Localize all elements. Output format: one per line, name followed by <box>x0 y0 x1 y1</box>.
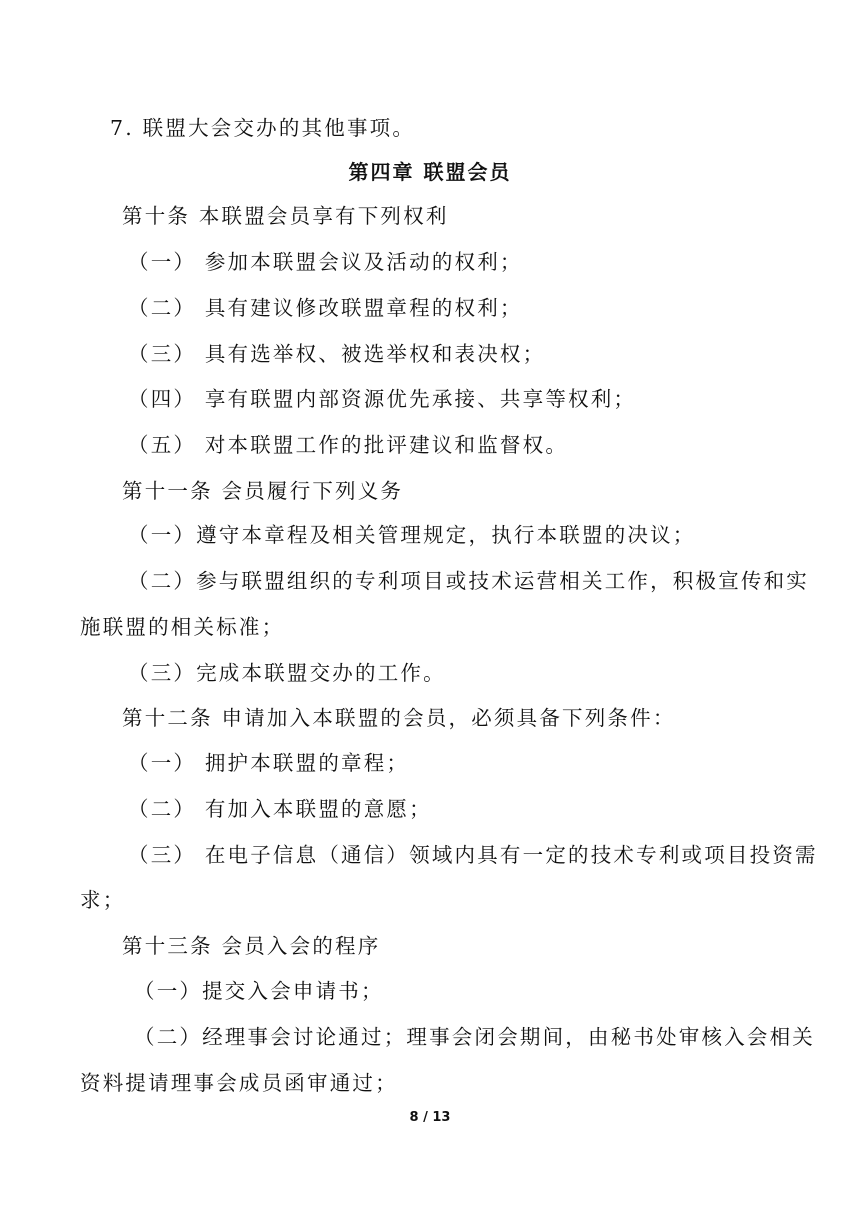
article-13-heading: 第十三条 会员入会的程序 <box>122 934 381 958</box>
doc-line-continuation: 资料提请理事会成员函审通过； <box>80 1071 398 1095</box>
article-11-heading: 第十一条 会员履行下列义务 <box>122 479 404 503</box>
doc-line: （三） 具有选举权、被选举权和表决权； <box>128 342 546 366</box>
article-10-heading: 第十条 本联盟会员享有下列权利 <box>122 204 449 228</box>
doc-line-continuation: 求； <box>80 888 126 912</box>
doc-line: （一） 参加本联盟会议及活动的权利； <box>128 250 523 274</box>
doc-line: （四） 享有联盟内部资源优先承接、共享等权利； <box>128 387 637 411</box>
doc-line: （二） 有加入本联盟的意愿； <box>128 797 432 821</box>
doc-line: （二） 具有建议修改联盟章程的权利； <box>128 296 523 320</box>
article-12-heading: 第十二条 申请加入本联盟的会员，必须具备下列条件： <box>122 706 676 730</box>
doc-line: （二）参与联盟组织的专利项目或技术运营相关工作，积极宣传和实 <box>128 569 809 593</box>
doc-line: （一） 拥护本联盟的章程； <box>128 751 410 775</box>
doc-line: （二）经理事会讨论通过；理事会闭会期间，由秘书处审核入会相关 <box>134 1025 815 1049</box>
doc-line-item-7: 7. 联盟大会交办的其他事项。 <box>110 116 416 140</box>
doc-line: （三） 在电子信息（通信）领域内具有一定的技术专利或项目投资需 <box>128 843 818 867</box>
doc-line-continuation: 施联盟的相关标准； <box>80 615 285 639</box>
doc-line: （三）完成本联盟交办的工作。 <box>128 661 446 685</box>
doc-line: （一）提交入会申请书； <box>134 979 384 1003</box>
doc-line: （五） 对本联盟工作的批评建议和监督权。 <box>128 433 569 457</box>
chapter-heading: 第四章 联盟会员 <box>348 160 512 184</box>
doc-line: （一）遵守本章程及相关管理规定，执行本联盟的决议； <box>128 523 696 547</box>
page-number: 8 / 13 <box>409 1110 451 1125</box>
